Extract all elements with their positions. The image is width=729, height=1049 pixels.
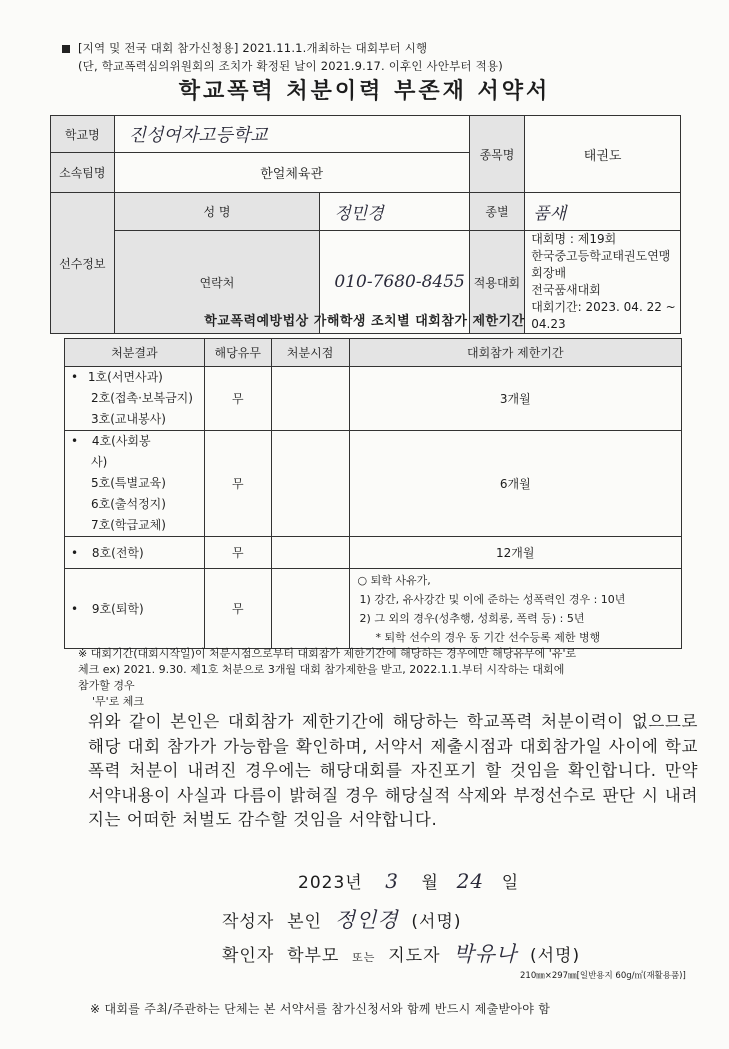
writer-seal: (서명) [411,912,462,932]
date-cell [271,431,349,537]
note-line-3: 참가할 경우 [78,679,135,692]
table-row [65,537,682,569]
contact-label: 연락처 [114,231,320,334]
info-table [50,115,681,334]
confirmer-signature: 박유나 [453,942,518,966]
note-line-1: ※ 대회기간(대회시작일)이 처분시점으로부터 대회참가 제한기간에 해당하는 경우에만 해당유무에 '유'로 [78,647,577,660]
category-value: 품새 [525,193,681,231]
disposition-cell: • 9호(퇴학) [65,569,205,649]
school-label: 학교명 [51,116,115,153]
date-cell [271,537,349,569]
applicable-cell: 무 [204,569,271,649]
note-line-2: 체크 ex) 2021. 9.30. 제1호 처분으로 3개월 대회 참가제한을 받고, 2022.1.1.부터 시작하는 대회에 [78,663,565,676]
date-cell [271,569,349,649]
period-cell: 3개월 [349,367,681,431]
date-cell [271,367,349,431]
player-info-label: 선수정보 [51,193,115,334]
section-title: 학교폭력예방법상 가해학생 조치별 대회참가 제한기간 [204,314,525,329]
writer-line: 작성자 본인 정인경 (서명) [222,908,462,932]
table-row [65,431,682,537]
writer-signature: 정인경 [334,908,399,932]
disposition-cell: • 8호(전학) [65,537,205,569]
column-header: 처분결과 [65,339,205,367]
applicable-cell: 무 [204,537,271,569]
competition-value: 대회명 : 제19회 한국중고등학교태권도연맹회장배 전국품새대회 대회기간: 2023. 04. 22 ~ 04.23 [525,231,681,334]
team-value: 한얼체육관 [114,153,469,193]
confirmer-line: 확인자 학부모 또는 지도자 박유나 (서명) [222,942,581,966]
confirmer-seal: (서명) [530,946,581,966]
disposition-cell: • 1호(서면사과) 2호(접촉·보복금지) 3호(교내봉사) [65,367,205,431]
school-value: 진성여자고등학교 [114,116,469,153]
column-header: 대회참가 제한기간 [349,339,681,367]
applicable-cell: 무 [204,367,271,431]
name-value: 정민경 [320,193,469,231]
applicable-cell: 무 [204,431,271,537]
event-value: 태권도 [525,116,681,193]
paper-spec: 210㎜×297㎜[일반용지 60g/㎡(재활용품)] [520,971,686,981]
footer-note: ※ 대회를 주최/주관하는 단체는 본 서약서를 참가신청서와 함께 반드시 제출받아야 함 [90,1002,551,1016]
header-line-2: (단, 학교폭력심의위원회의 조치가 확정된 날이 2021.9.17. 이후인 사안부터 적용) [78,59,503,73]
category-label: 종별 [469,193,525,231]
column-header: 처분시점 [271,339,349,367]
restriction-table [64,338,682,649]
document-title: 학교폭력 처분이력 부존재 서약서 [178,79,551,104]
header-line-1: [지역 및 전국 대회 참가신청용] 2021.11.1.개최하는 대회부터 시행 [62,40,427,56]
table-header-row [65,339,682,367]
square-bullet-icon [62,45,70,53]
event-label: 종목명 [469,116,525,193]
contact-value: 010-7680-8455 [320,231,469,334]
note-line-4: '무'로 체크 [92,695,145,708]
competition-label: 적용대회 [469,231,525,334]
date-line: 2023년 3 월 24 일 [298,869,520,893]
team-label: 소속팀명 [51,153,115,193]
period-cell: 12개월 [349,537,681,569]
table-row [65,367,682,431]
name-label: 성 명 [114,193,320,231]
table-row [65,569,682,649]
period-cell: ○ 퇴학 사유가, 1) 강간, 유사강간 및 이에 준하는 성폭력인 경우 : 10년 2) 그 외의 경우(성추행, 성희롱, 폭력 등) : 5년 * 퇴학 선수의 경우 동 기간 선수등록 제한 병행 [349,569,681,649]
disposition-cell: • 4호(사회봉 사) 5호(특별교육) 6호(출석정지) 7호(학급교체) [65,431,205,537]
declaration-text: 위와 같이 본인은 대회참가 제한기간에 해당하는 학교폭력 처분이력이 없으므로 해당 대회 참가가 가능함을 확인하며, 서약서 제출시점과 대회참가일 사이에 학교폭력 처분이 내려진 경우에는 해당대회를 자진포기 할 것임을 확인합니다. 만약 서약내용이 사실과 다름이 밝혀질 경우 해당실적 삭제와 부정선수로 판단 시 내려지는 어떠한 처벌도 감수할 것임을 서약합니다. [88,712,698,829]
column-header: 해당유무 [204,339,271,367]
period-cell: 6개월 [349,431,681,537]
